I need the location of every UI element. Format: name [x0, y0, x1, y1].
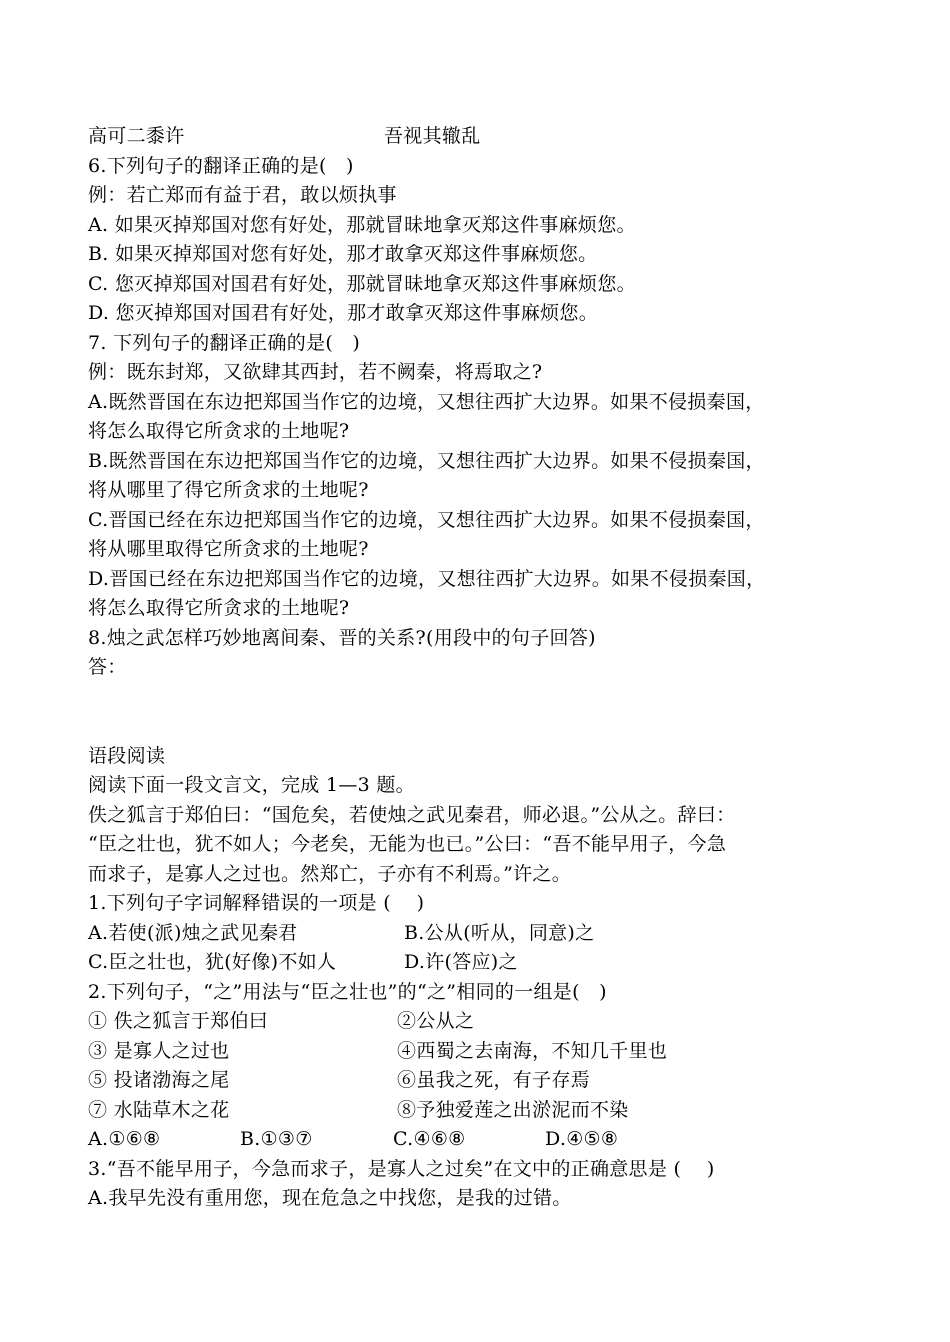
- document-content: [88, 122, 878, 1214]
- q8-answer-label: 答：: [88, 656, 127, 678]
- q7-option-c-line2: 将从哪里取得它所贪求的土地呢?: [88, 538, 369, 560]
- section-spacer: [88, 683, 878, 742]
- passage-line: 而求子，是寡人之过也。然郑亡，子亦有不利焉。”许之。: [88, 862, 572, 885]
- r1-options-row: [88, 948, 878, 978]
- r2-item-row: [88, 1037, 878, 1067]
- r2-item: ③ 是寡人之过也: [88, 1039, 230, 1062]
- q7-option-d-line2: 将怎么取得它所贪求的土地呢?: [88, 597, 350, 619]
- r2-item: ⑥虽我之死，有子存焉: [397, 1069, 591, 1091]
- r2-options-row: [88, 1125, 878, 1155]
- q7-option-d-line1: D.晋国已经在东边把郑国当作它的边境，又想往西扩大边界。如果不侵损秦国，: [88, 567, 766, 590]
- q7-stem: 7. 下列句子的翻译正确的是( ): [88, 331, 361, 354]
- r2-item: ⑧予独爱莲之出淤泥而不染: [397, 1098, 629, 1121]
- r2-item-row: [88, 1096, 878, 1126]
- r1-option-a: A.若使(派)烛之武见秦君: [88, 921, 298, 944]
- r2-option-a: A.①⑥⑧: [88, 1128, 161, 1150]
- q6-option-a: A. 如果灭掉郑国对您有好处，那就冒昧地拿灭郑这件事麻烦您。: [88, 213, 636, 236]
- top-word-right: 吾视其辙乱: [384, 125, 481, 147]
- r2-item: ⑤ 投诸渤海之尾: [88, 1069, 230, 1091]
- r2-item: ① 佚之狐言于郑伯曰: [88, 1010, 269, 1032]
- r1-option-b: B.公从(听从，同意)之: [404, 921, 595, 944]
- r1-option-c: C.臣之壮也，犹(好像)不如人: [88, 951, 337, 973]
- r2-option-c: C.④⑥⑧: [393, 1128, 466, 1150]
- r2-item: ②公从之: [397, 1010, 475, 1032]
- reading-instruction: 阅读下面一段文言文，完成 1—3 题。: [88, 774, 415, 796]
- q6-stem: 6.下列句子的翻译正确的是( ): [88, 154, 354, 177]
- reading-heading: 语段阅读: [88, 744, 166, 767]
- q7-option-a-line2: 将怎么取得它所贪求的土地呢?: [88, 420, 350, 442]
- r2-item-row: [88, 1066, 878, 1096]
- r1-options-row: [88, 919, 878, 949]
- q7-option-b-line1: B.既然晋国在东边把郑国当作它的边境，又想往西扩大边界。如果不侵损秦国，: [88, 449, 765, 472]
- q6-example: 例：若亡郑而有益于君，敢以烦执事: [88, 184, 397, 206]
- q8-stem: 8.烛之武怎样巧妙地离间秦、晋的关系?(用段中的句子回答): [88, 626, 596, 649]
- q6-option-b: B. 如果灭掉郑国对您有好处，那才敢拿灭郑这件事麻烦您。: [88, 243, 598, 265]
- passage-line: 佚之狐言于郑伯曰：“国危矣，若使烛之武见秦君，师必退。”公从之。辞曰：: [88, 803, 736, 826]
- r1-stem: 1.下列句子字词解释错误的一项是 ( ): [88, 892, 425, 914]
- top-word-left: 高可二黍许: [88, 125, 185, 147]
- r3-option-a: A.我早先没有重用您，现在危急之中找您，是我的过错。: [88, 1187, 572, 1209]
- q6-option-c: C. 您灭掉郑国对国君有好处，那就冒昧地拿灭郑这件事麻烦您。: [88, 272, 636, 295]
- q6-option-d: D. 您灭掉郑国对国君有好处，那才敢拿灭郑这件事麻烦您。: [88, 302, 599, 324]
- r2-item-row: [88, 1007, 878, 1037]
- r2-option-b: B.①③⑦: [240, 1128, 313, 1150]
- q7-option-c-line1: C.晋国已经在东边把郑国当作它的边境，又想往西扩大边界。如果不侵损秦国，: [88, 508, 765, 531]
- r1-option-d: D.许(答应)之: [404, 951, 518, 973]
- q7-option-a-line1: A.既然晋国在东边把郑国当作它的边境，又想往西扩大边界。如果不侵损秦国，: [88, 390, 765, 413]
- r2-item: ④西蜀之去南海，不知几千里也: [397, 1039, 668, 1062]
- r2-option-d: D.④⑤⑧: [545, 1128, 619, 1150]
- r3-stem: 3.“吾不能早用子，今急而求子，是寡人之过矣”在文中的正确意思是 ( ): [88, 1157, 715, 1180]
- r2-item: ⑦ 水陆草木之花: [88, 1098, 230, 1121]
- q7-option-b-line2: 将从哪里了得它所贪求的土地呢?: [88, 479, 369, 501]
- r2-stem: 2.下列句子，“之”用法与“臣之壮也”的“之”相同的一组是( ): [88, 980, 607, 1003]
- top-word-row: [88, 122, 878, 152]
- q7-example: 例：既东封郑，又欲肆其西封，若不阙秦，将焉取之?: [88, 361, 543, 383]
- passage-line: “臣之壮也，犹不如人；今老矣，无能为也已。”公曰：“吾不能早用子，今急: [88, 833, 727, 855]
